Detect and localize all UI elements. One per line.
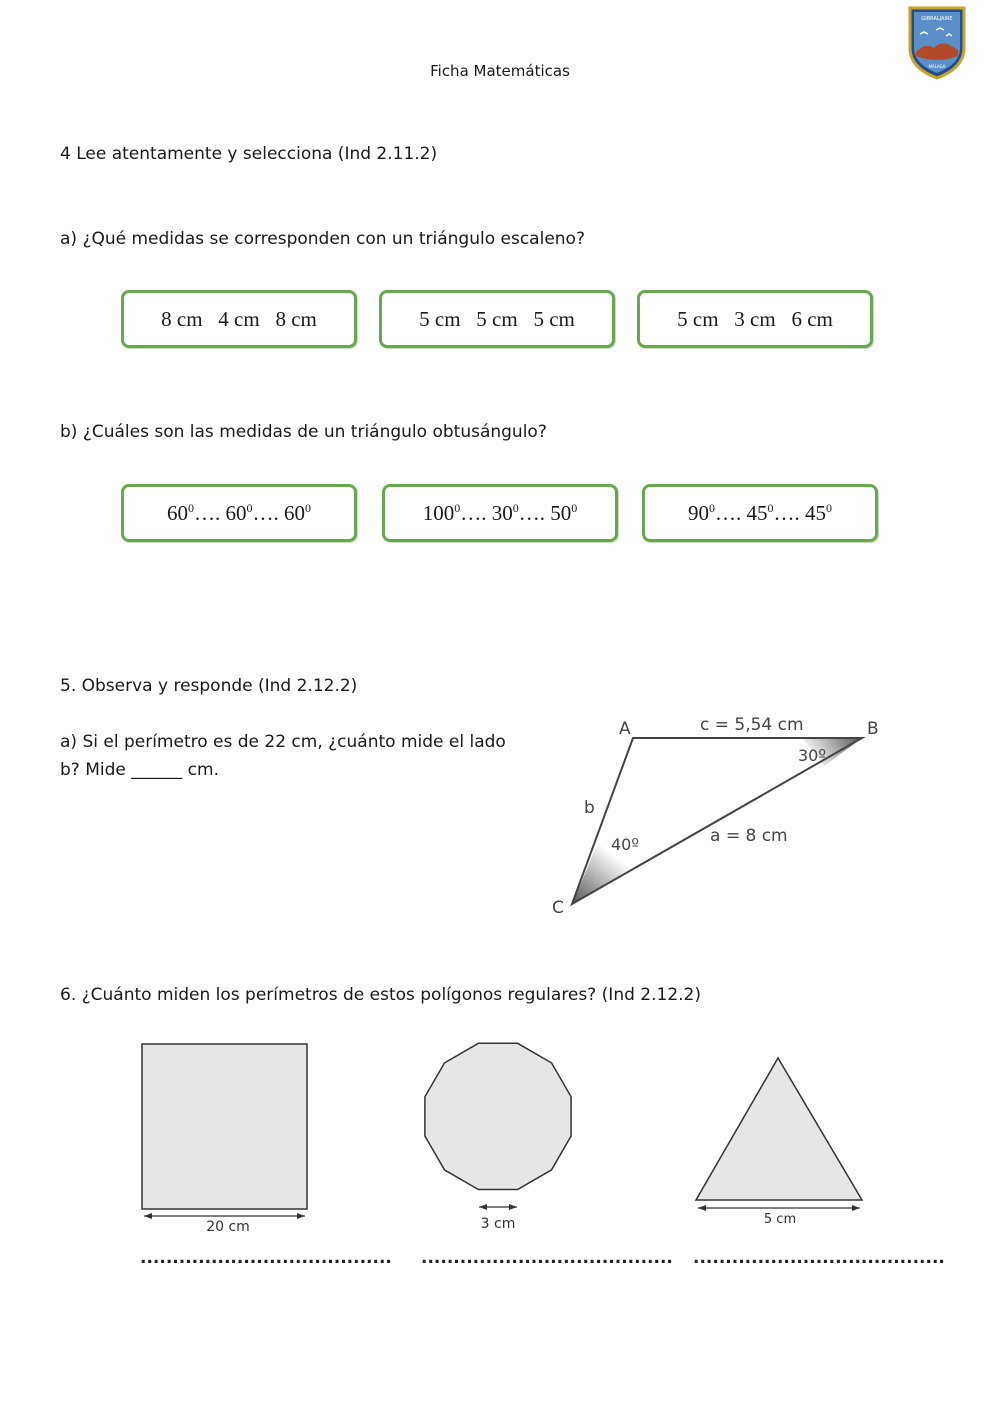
vertex-b-label: B [867, 719, 879, 739]
q4b-question: b) ¿Cuáles son las medidas de un triángulo obtusángulo? [60, 422, 547, 442]
side-c-label: c = 5,54 cm [700, 715, 804, 735]
vertex-c-label: C [552, 898, 564, 918]
square-side-label: 20 cm [206, 1219, 250, 1235]
square-shape [142, 1044, 307, 1209]
triangle-side-label: 5 cm [763, 1212, 797, 1227]
q4b-option-2[interactable]: $100^0\dots$. $30^0\dots$. $50^0$ [382, 484, 618, 542]
vertex-a-label: A [619, 719, 631, 739]
q4a-question: a) ¿Qué medidas se corresponden con un triángulo escaleno? [60, 229, 585, 249]
q6-title: 6. ¿Cuánto miden los perímetros de estos polígonos regulares? (Ind 2.12.2) [60, 985, 701, 1005]
q5a-question: a) Si el perímetro es de 22 cm, ¿cuánto mide el lado b? Mide ______ cm. [60, 732, 506, 780]
logo-text-top: GIBRALJAIRE [921, 16, 953, 22]
q5-triangle-figure [540, 708, 885, 920]
equilateral-triangle-figure [690, 1050, 870, 1230]
triangle-shape [696, 1058, 862, 1200]
q5-title: 5. Observa y responde (Ind 2.12.2) [60, 676, 358, 696]
q4a-option-2[interactable]: 5 cm 5 cm 5 cm [379, 290, 615, 348]
angle-c-label: 40º [611, 835, 639, 854]
dodecagon-answer-line[interactable]: ....................................... [421, 1248, 673, 1268]
triangle-answer-line[interactable]: ....................................... [693, 1248, 945, 1268]
logo-text-bottom: MÁLAGA [928, 64, 946, 69]
square-answer-line[interactable]: ....................................... [140, 1248, 392, 1268]
dodecagon-figure [408, 1038, 588, 1238]
side-b-label: b [584, 798, 595, 818]
square-figure [135, 1038, 315, 1238]
q4b-option-3[interactable]: $90^0\dots$. $45^0\dots$. $45^0$ [642, 484, 878, 542]
q4b-option-1[interactable]: $60^0\dots$. $60^0\dots$. $60^0$ [121, 484, 357, 542]
dodecagon-shape [425, 1043, 571, 1189]
side-a-label: a = 8 cm [710, 826, 788, 846]
page-title: Ficha Matemáticas [430, 62, 570, 80]
q4a-option-1[interactable]: 8 cm 4 cm 8 cm [121, 290, 357, 348]
q4-title: 4 Lee atentamente y selecciona (Ind 2.11.2) [60, 144, 438, 164]
dodecagon-side-label: 3 cm [480, 1216, 516, 1232]
angle-b-label: 30º [798, 746, 826, 765]
q4a-option-3[interactable]: 5 cm 3 cm 6 cm [637, 290, 873, 348]
school-logo [906, 4, 968, 80]
